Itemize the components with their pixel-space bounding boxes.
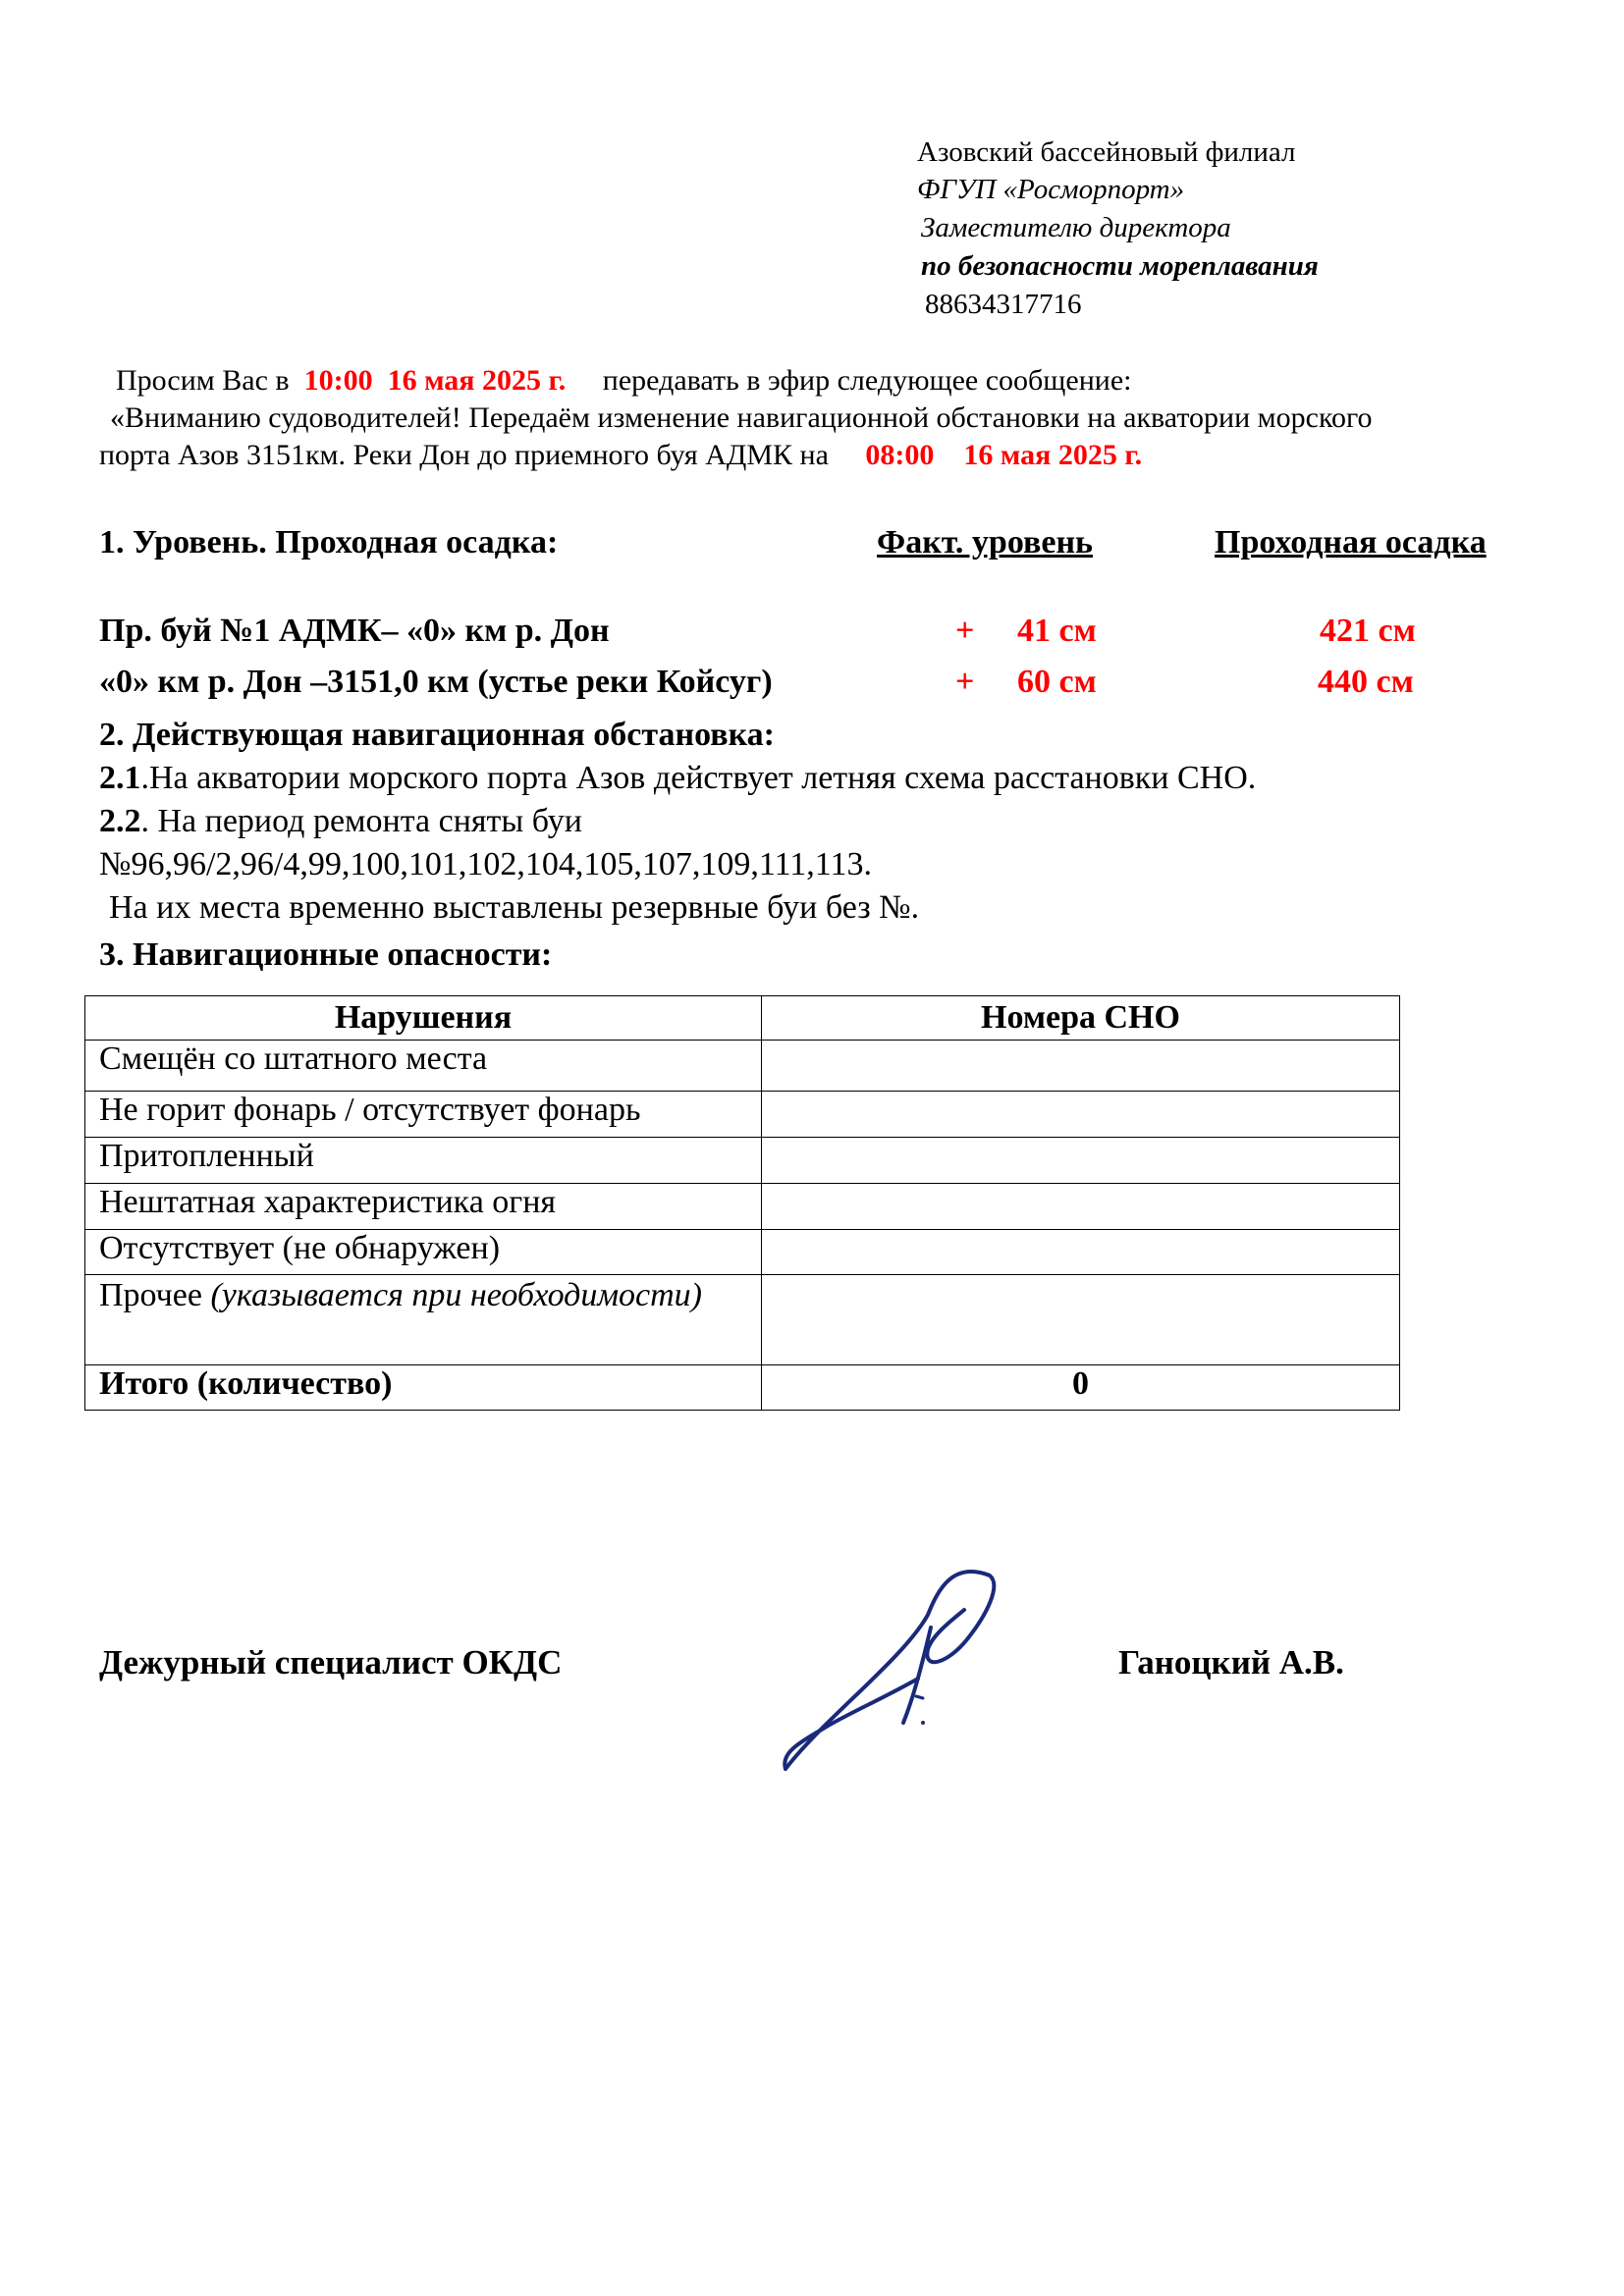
item-number: 2.2 [99,803,141,839]
signer-role: Дежурный специалист ОКДС [99,1643,563,1682]
section2-item1 [99,760,1256,797]
section1-title: 1. Уровень. Проходная осадка: [99,524,559,561]
addressee-line2: ФГУП «Росморпорт» [917,174,1185,205]
table-total-row [85,1365,1400,1411]
other-label: Прочее [99,1277,202,1313]
table-cell-value [762,1138,1400,1184]
removed-buoys-list: №96,96/2,96/4,99,100,101,102,104,105,107,109,111,113. [99,846,873,882]
section3-title: 3. Навигационные опасности: [99,936,553,973]
intro-line3 [99,439,1142,472]
intro-time: 10:00 [303,364,373,397]
table-cell-label: Не горит фонарь / отсутствует фонарь [85,1092,762,1138]
table-row [85,1138,1400,1184]
addressee-line3: Заместителю директора [921,212,1231,243]
signature-icon [756,1551,1031,1787]
section2-title: 2. Действующая навигационная обстановка: [99,717,776,753]
addressee-line4: по безопасности мореплавания [921,250,1319,282]
intro-line3-time: 08:00 [865,439,935,471]
table-cell-label: Притопленный [85,1138,762,1184]
intro-pre: Просим Вас в [116,364,290,397]
dangers-table [84,995,1400,1411]
level-row-name: «0» км р. Дон –3151,0 км (устье реки Койсуг) [99,664,773,700]
addressee-line1: Азовский бассейновый филиал [917,136,1296,168]
table-row [85,1275,1400,1365]
table-header-row [85,996,1400,1041]
level-row-value: 60 см [1017,664,1097,700]
intro-date: 16 мая 2025 г. [387,364,567,397]
level-row-name: Пр. буй №1 АДМК– «0» км р. Дон [99,613,610,649]
table-row [85,1230,1400,1275]
draft-row-value: 421 см [1320,613,1416,649]
table-row [85,1184,1400,1230]
table-cell-label: Смещён со штатного места [85,1041,762,1092]
intro-line3-date: 16 мая 2025 г. [963,439,1143,471]
table-cell-value [762,1092,1400,1138]
total-label: Итого (количество) [85,1365,762,1411]
level-row-sign: + [955,613,975,649]
table-cell-value [762,1041,1400,1092]
reserve-buoys-note: На их места временно выставлены резервные буи без №. [109,889,920,926]
col-draft-header: Проходная осадка [1215,524,1487,561]
item-text: . На период ремонта сняты буи [140,803,582,839]
intro-line3-pre: порта Азов 3151км. Реки Дон до приемного буя АДМК на [99,439,829,471]
addressee-phone: 88634317716 [925,289,1082,320]
draft-row-value: 440 см [1318,664,1414,700]
table-cell-label: Нештатная характеристика огня [85,1184,762,1230]
table-header-violations: Нарушения [85,996,762,1041]
intro-line1 [116,364,1131,398]
table-row [85,1092,1400,1138]
item-text: .На акватории морского порта Азов действует летняя схема расстановки СНО. [140,760,1257,796]
intro-line2: «Вниманию судоводителей! Передаём изменение навигационной обстановки на акватории морского [110,401,1373,434]
level-row-sign: + [955,664,975,700]
signer-name: Ганоцкий А.В. [1118,1643,1344,1682]
col-fact-level-header: Факт. уровень [877,524,1094,561]
other-note: (указывается при необходимости) [210,1277,702,1313]
table-header-sno-numbers: Номера СНО [762,996,1400,1041]
table-cell-value [762,1230,1400,1275]
intro-post: передавать в эфир следующее сообщение: [602,364,1132,397]
table-cell-label: Отсутствует (не обнаружен) [85,1230,762,1275]
table-cell-value [762,1184,1400,1230]
table-row [85,1041,1400,1092]
section2-item2 [99,803,582,840]
table-cell-label [85,1275,762,1365]
level-row-value: 41 см [1017,613,1097,649]
item-number: 2.1 [99,760,141,796]
table-cell-value [762,1275,1400,1365]
total-value: 0 [762,1365,1400,1411]
